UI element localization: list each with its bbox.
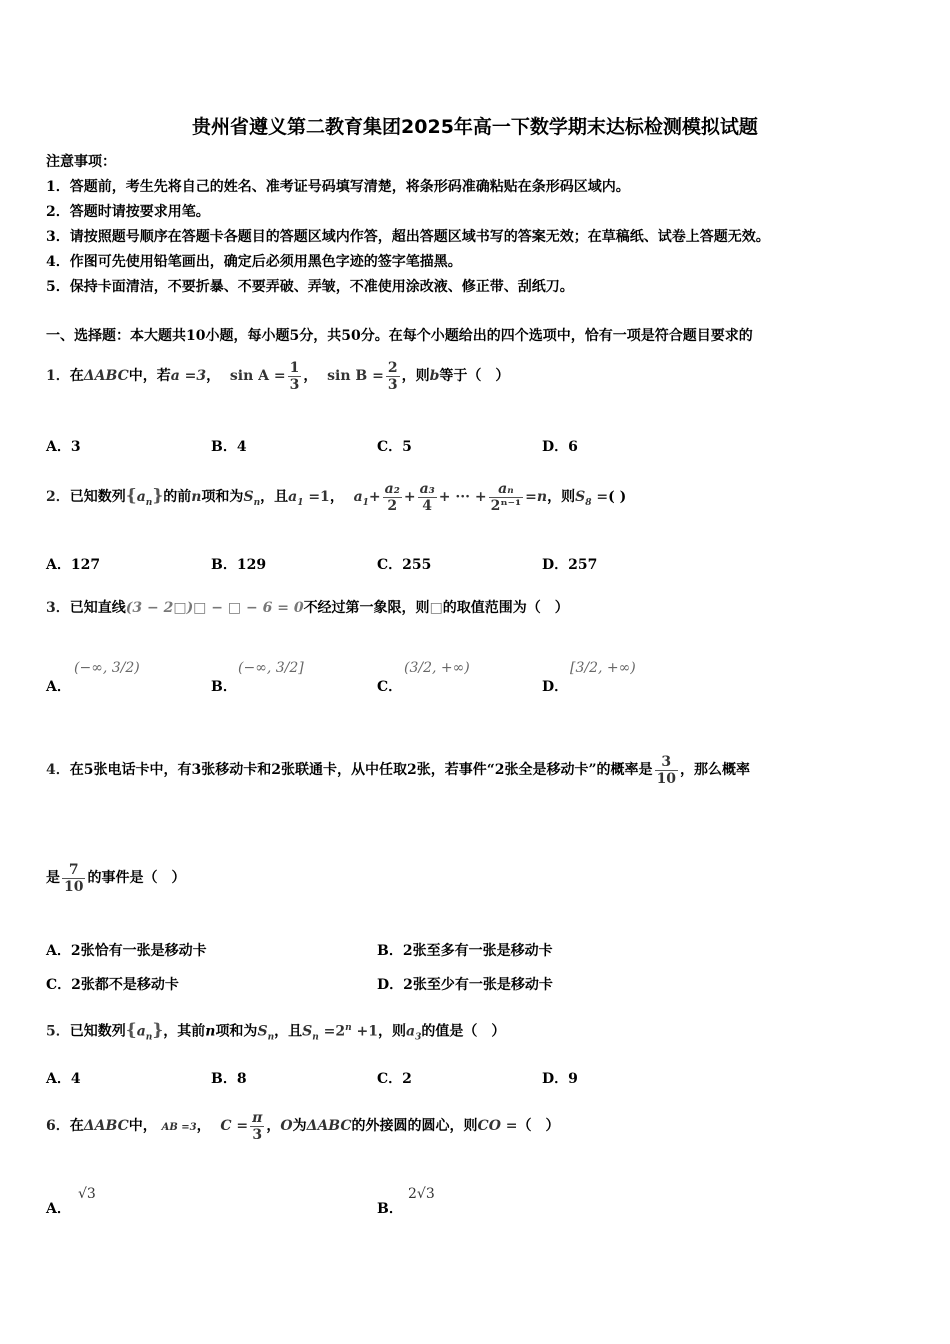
q5-text-1: 已知数列 [69, 1023, 126, 1040]
q1-sep-2: ， [303, 368, 318, 384]
question-6 [46, 1104, 560, 1148]
q2-f2-den: 4 [422, 497, 433, 514]
q2-text-6: ，则 [547, 489, 576, 505]
q5-eq-sup: n [345, 1023, 352, 1033]
q6-text-5: 为 [292, 1118, 307, 1134]
q6-CO: CO = [477, 1118, 518, 1134]
notice-item-5: 5．保持卡面清洁，不要折暴、不要弄破、弄皱，不准使用涂改液、修正带、刮纸刀。 [46, 279, 574, 295]
q3-option-c-label: C． [377, 679, 403, 695]
q2-option-c: C．255 [377, 557, 432, 573]
q3-box: □ [429, 600, 443, 616]
q3-text-3: 的取值范围为（ ） [442, 600, 569, 616]
q5-brace-close: } [152, 1020, 164, 1041]
q6-O: O [280, 1118, 293, 1134]
q2-brace-close: } [152, 486, 164, 506]
q4-option-b: B．2张至多有一张是移动卡 [377, 943, 553, 959]
q2-a1-sub: 1 [297, 497, 304, 508]
q5-option-a: A．4 [46, 1071, 81, 1087]
q4-option-d: D．2张至少有一张是移动卡 [377, 977, 553, 993]
notice-item-1: 1．答题前，考生先将自己的姓名、准考证号码填写清楚，将条形码准确粘贴在条形码区域内。 [46, 179, 630, 195]
page-title: 贵州省遵义第二教育集团2025年高一下数学期末达标检测模拟试题 [192, 116, 758, 138]
question-5 [46, 1008, 505, 1048]
q1-b: b [429, 368, 440, 384]
q5-Sn2-sub: n [312, 1032, 319, 1043]
q5-text-2: ，其前 [163, 1023, 206, 1040]
q5-option-c: C．2 [377, 1071, 412, 1087]
question-2 [46, 474, 626, 518]
q4-p1-num: 3 [655, 754, 678, 771]
q6-triangle: ΔABC [83, 1118, 129, 1134]
q2-fraction-2 [418, 481, 437, 514]
q6-option-b: 2√3 [408, 1186, 435, 1202]
q5-Sn2: S [302, 1023, 313, 1040]
q5-text-4: ，且 [274, 1023, 303, 1040]
q5-option-d: D．9 [542, 1071, 578, 1087]
notice-item-2: 2．答题时请按要求用笔。 [46, 204, 210, 220]
q4-prob-fraction-1 [655, 754, 678, 787]
q6-c-num: π [252, 1109, 263, 1126]
q2-S8-sub: 8 [585, 497, 592, 508]
q1-option-a: A．3 [46, 439, 81, 455]
q1-option-c: C．5 [377, 439, 412, 455]
q5-text-3: 项和为 [215, 1023, 258, 1040]
q2-n: n [191, 489, 202, 505]
q2-option-a: A．127 [46, 557, 101, 573]
q4-option-a: A．2张恰有一张是移动卡 [46, 943, 207, 959]
q5-an: a [136, 1023, 146, 1040]
q2-sum-a1-sub: 1 [362, 497, 369, 508]
q6-text-4: ， [266, 1118, 281, 1134]
section-heading: 一、选择题：本大题共10小题，每小题5分，共50分。在每个小题给出的四个选项中，恰有一项是符合题目要求的 [46, 328, 753, 344]
q6-text-1: 在 [69, 1118, 84, 1134]
q2-plus-2: + [403, 489, 416, 505]
q1-sinA-fraction [288, 360, 302, 393]
q5-n: n [205, 1023, 216, 1040]
q2-a1: a [288, 489, 298, 505]
question-3 [46, 598, 569, 618]
q4-number: 4． [46, 762, 70, 778]
q5-an-sub: n [145, 1032, 153, 1043]
q2-brace-open: { [125, 486, 137, 506]
q2-option-b: B．129 [211, 557, 267, 573]
q2-fraction-1 [383, 481, 402, 514]
q1-number: 1． [46, 368, 70, 384]
q6-number: 6． [46, 1118, 70, 1134]
q1-sinB-label: sin B = [327, 368, 384, 384]
notice-item-4: 4．作图可先使用铅笔画出，确定后必须用黑色字迹的签字笔描黑。 [46, 254, 462, 270]
q1-sinA-den: 3 [289, 376, 300, 393]
question-1 [46, 356, 509, 396]
q2-S8: S [575, 489, 586, 505]
q4-option-c: C．2张都不是移动卡 [46, 977, 179, 993]
q4-text-2: ，那么概率 [680, 762, 751, 778]
q2-eq-n: =n [525, 489, 548, 505]
q5-a3-sub: 3 [415, 1032, 422, 1043]
q4-p1-den: 10 [656, 770, 677, 787]
q2-text-1: 已知数列 [69, 489, 126, 505]
q3-option-b: (−∞, 3/2] [238, 660, 304, 676]
q6-C-fraction [250, 1110, 264, 1143]
q2-dots: + ··· + [438, 489, 487, 505]
q3-option-d-label: D． [542, 679, 569, 695]
q6-option-b-label: B． [377, 1201, 403, 1217]
q4-text-3: 是 [46, 870, 60, 886]
q5-option-b: B．8 [211, 1071, 247, 1087]
q2-f1-den: 2 [387, 497, 398, 514]
q1-text-4: 等于（ ） [439, 368, 510, 384]
q2-text-2: 的前 [163, 489, 192, 505]
q3-option-a-label: A． [46, 679, 71, 695]
q2-text-3: 项和为 [201, 489, 244, 505]
q2-plus-1: + [368, 489, 381, 505]
q3-text-2: 不经过第一象限，则 [303, 600, 430, 616]
q2-f3-num: aₙ [489, 481, 524, 498]
question-4-line-2 [46, 856, 185, 900]
q2-f1-num: a₂ [384, 480, 400, 497]
q2-sum-a1: a [353, 489, 363, 505]
q2-an: a [136, 489, 146, 505]
q2-fraction-3 [489, 481, 524, 514]
q5-brace-open: { [125, 1020, 137, 1041]
q1-triangle: ΔABC [83, 368, 129, 384]
q1-sinA-num: 1 [289, 359, 300, 376]
q3-option-a: (−∞, 3/2) [74, 660, 140, 676]
q2-text-4: ，且 [260, 489, 289, 505]
q6-triangle-2: ΔABC [306, 1118, 352, 1134]
q6-ab: AB =3 [161, 1122, 197, 1133]
q3-option-b-label: B． [211, 679, 237, 695]
q2-f3-den: 2ⁿ⁻¹ [490, 497, 522, 514]
q1-option-b: B．4 [211, 439, 247, 455]
q6-text-2: 中， [128, 1118, 157, 1134]
q2-option-d: D．257 [542, 557, 598, 573]
q5-Sn: S [257, 1023, 268, 1040]
q2-number: 2． [46, 489, 70, 505]
q3-number: 3． [46, 600, 70, 616]
q4-text-4: 的事件是（ ） [87, 870, 186, 886]
q6-text-7: （ ） [517, 1118, 560, 1134]
q6-c-den: 3 [252, 1126, 263, 1143]
q1-sinB-num: 2 [387, 359, 398, 376]
q5-eq: =2 [318, 1023, 346, 1040]
q5-Sn-sub: n [267, 1032, 275, 1043]
notice-item-3: 3．请按照题号顺序在答题卡各题目的答题区域内作答，超出答题区域书写的答案无效；在草稿纸、试卷上答题无效。 [46, 229, 770, 245]
q1-sinB-den: 3 [387, 376, 398, 393]
question-4-line-1 [46, 748, 750, 792]
q3-expression: (3 − 2□)□ − □ − 6 = 0 [125, 600, 304, 616]
q2-Sn: S [243, 489, 254, 505]
q6-option-a: √3 [78, 1186, 96, 1202]
q3-option-c: (3/2, +∞) [404, 660, 470, 676]
q5-text-5: ，则 [378, 1023, 407, 1040]
q1-text-2: 中，若 [128, 368, 171, 384]
q1-sinB-fraction [386, 360, 400, 393]
q2-an-sub: n [145, 497, 153, 508]
q1-sinA-label: sin A = [229, 368, 286, 384]
q2-text-7: = [591, 489, 609, 505]
q2-text-5: ， [329, 489, 344, 505]
q3-text-1: 已知直线 [69, 600, 126, 616]
q1-sep-1: ， [206, 368, 221, 384]
q5-number: 5． [46, 1023, 70, 1040]
q2-Sn-sub: n [253, 497, 261, 508]
q5-text-6: 的值是（ ） [421, 1023, 506, 1040]
q4-p2-den: 10 [64, 878, 84, 895]
q2-text-8: ( ) [608, 489, 627, 505]
q5-eq-end: +1 [351, 1023, 379, 1040]
notice-heading: 注意事项： [46, 154, 116, 170]
q5-a3: a [406, 1023, 416, 1040]
q1-a: a =3 [170, 368, 207, 384]
q4-prob-fraction-2 [62, 862, 85, 895]
q4-text-1: 在5张电话卡中，有3张移动卡和2张联通卡，从中任取2张，若事件“2张全是移动卡”的概率是 [69, 762, 653, 778]
q1-text-1: 在 [69, 368, 84, 384]
q6-C-label: C = [220, 1118, 249, 1134]
q2-a1-val: =1 [303, 489, 330, 505]
q6-text-6: 的外接圆的圆心，则 [351, 1118, 478, 1134]
q3-option-d: [3/2, +∞) [570, 660, 636, 676]
q1-text-3: ，则 [401, 368, 430, 384]
q1-option-d: D．6 [542, 439, 578, 455]
q6-text-3: ， [196, 1118, 211, 1134]
q4-p2-num: 7 [62, 862, 85, 879]
q6-option-a-label: A． [46, 1201, 71, 1217]
q2-f2-num: a₃ [419, 480, 435, 497]
